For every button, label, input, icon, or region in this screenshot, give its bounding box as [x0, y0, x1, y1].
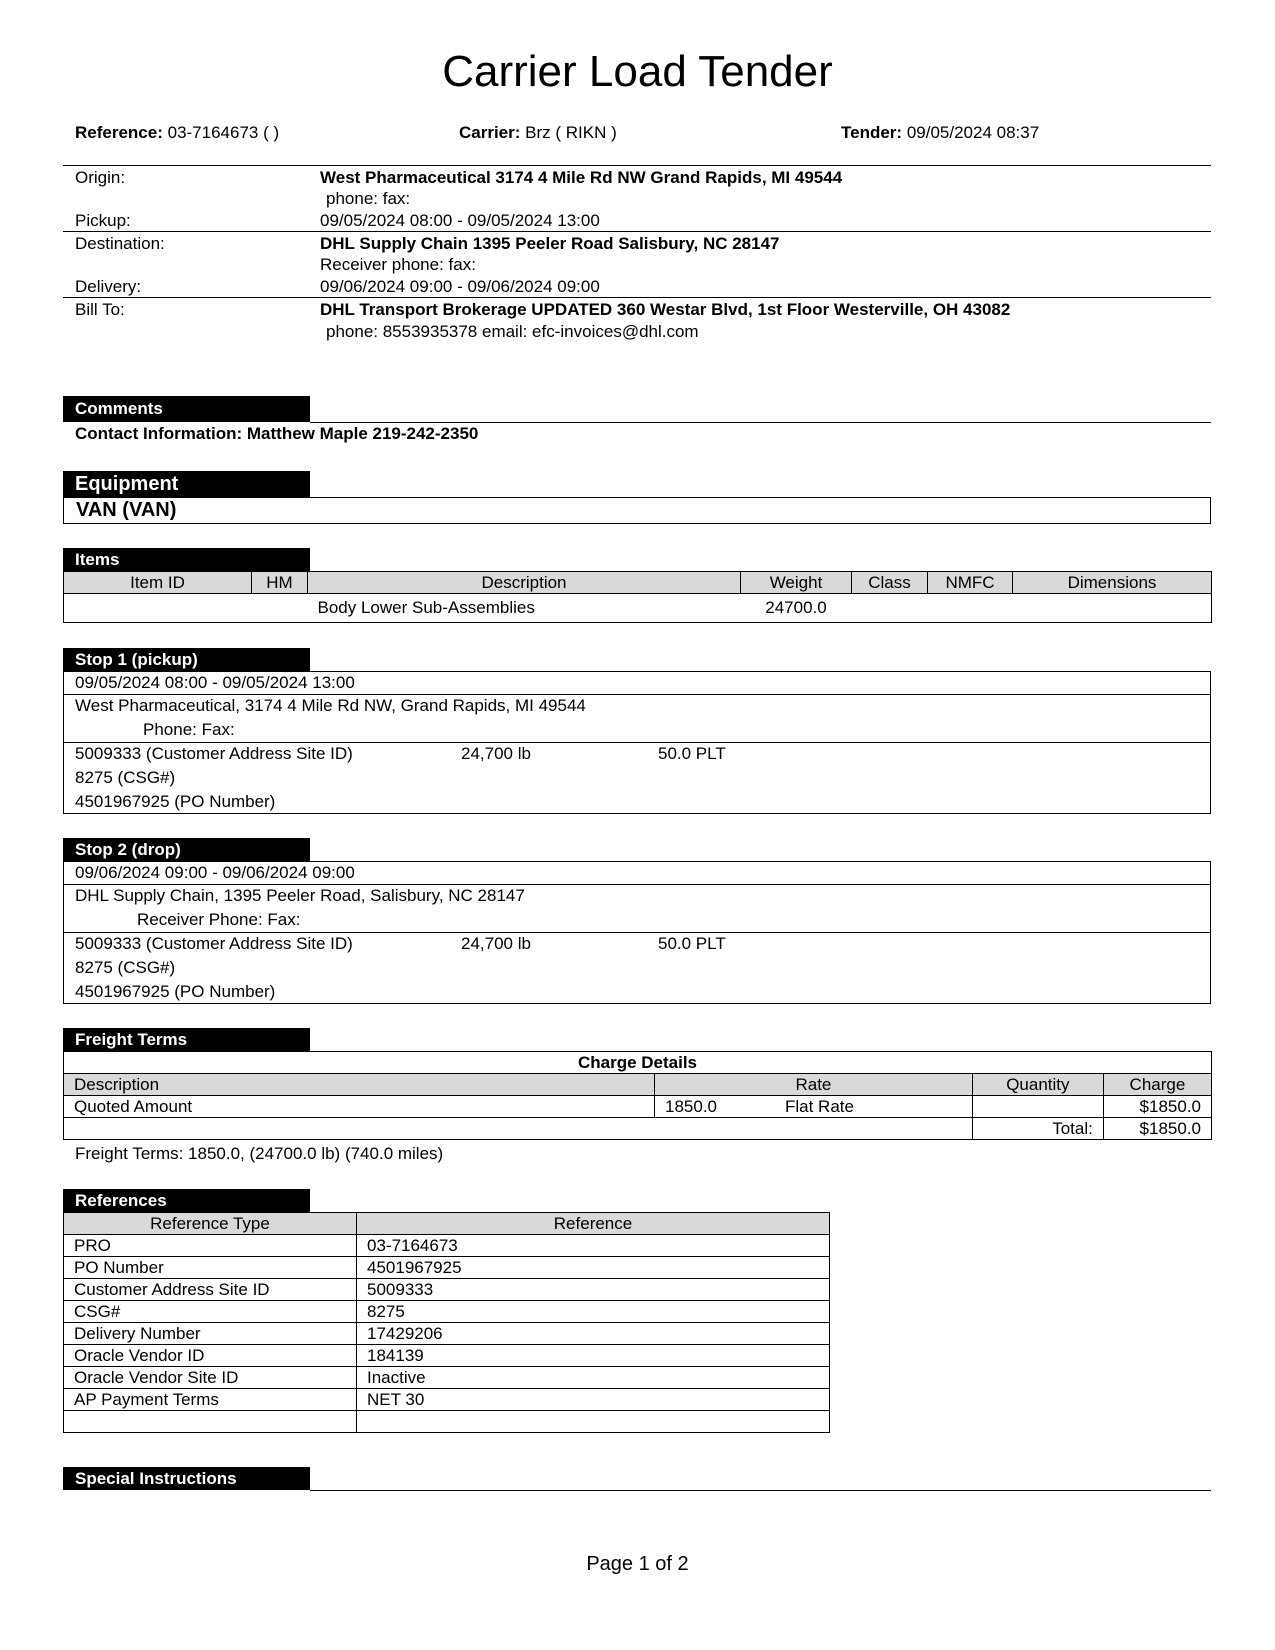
total-label: Total: [972, 1118, 1103, 1140]
col-weight: Weight [741, 572, 852, 594]
ref-value: 4501967925 [357, 1257, 830, 1279]
stop1-box [63, 671, 1211, 814]
ref-type [64, 1411, 357, 1433]
ref-type: CSG# [64, 1301, 357, 1323]
tender-value: 09/05/2024 08:37 [906, 123, 1040, 142]
ref-value: 17429206 [357, 1323, 830, 1345]
origin-value: West Pharmaceutical 3174 4 Mile Rd NW Grand Rapids, MI 49544 [320, 168, 843, 187]
total-row [64, 1118, 1212, 1140]
equipment-value: VAN (VAN) [63, 497, 1211, 524]
reference-label: Reference: [75, 123, 163, 142]
ref-value: 5009333 [357, 1279, 830, 1301]
ref-value: 8275 [357, 1301, 830, 1323]
carrier-value: Brz ( RIKN ) [525, 123, 617, 142]
tender-label: Tender: [841, 123, 903, 142]
item-class [852, 594, 928, 623]
charge-details-title: Charge Details [64, 1052, 1212, 1074]
stop2-site-id: 5009333 (Customer Address Site ID) [75, 934, 353, 953]
charge-rate: 1850.0 [655, 1096, 776, 1118]
stop2-address-row [64, 885, 1210, 933]
stop2-po: 4501967925 (PO Number) [75, 982, 276, 1001]
stop1-window: 09/05/2024 08:00 - 09/05/2024 13:00 [75, 673, 355, 692]
stop1-pallets: 50.0 PLT [658, 744, 726, 763]
stop2-window: 09/06/2024 09:00 - 09/06/2024 09:00 [75, 863, 355, 882]
stop2-box [63, 861, 1211, 1004]
charge-quantity [972, 1096, 1103, 1118]
destination-value: DHL Supply Chain 1395 Peeler Road Salisbury, NC 28147 [320, 234, 780, 253]
comments-heading: Comments [63, 396, 310, 422]
ref-value: Inactive [357, 1367, 830, 1389]
equipment-heading: Equipment [63, 471, 310, 497]
pickup-value: 09/05/2024 08:00 - 09/05/2024 13:00 [320, 211, 600, 230]
delivery-value: 09/06/2024 09:00 - 09/06/2024 09:00 [320, 277, 600, 296]
items-header-row [64, 572, 1212, 594]
stop1-window-row [64, 672, 1210, 695]
stop2-heading: Stop 2 (drop) [63, 838, 310, 861]
origin-label: Origin: [75, 168, 126, 187]
destination-contact: Receiver phone: fax: [320, 255, 476, 274]
ref-type: AP Payment Terms [64, 1389, 357, 1411]
item-description: Body Lower Sub-Assemblies [308, 594, 741, 623]
billto-label: Bill To: [75, 300, 125, 319]
stop1-csg: 8275 (CSG#) [75, 768, 176, 787]
stop2-address: DHL Supply Chain, 1395 Peeler Road, Salisbury, NC 28147 [75, 886, 525, 905]
ref-value [357, 1411, 830, 1433]
item-dimensions [1013, 594, 1212, 623]
section-rule [310, 1490, 1211, 1491]
page-title: Carrier Load Tender [442, 47, 833, 96]
ref-type: Delivery Number [64, 1323, 357, 1345]
items-heading: Items [63, 548, 310, 571]
stop2-pallets: 50.0 PLT [658, 934, 726, 953]
total-value: $1850.0 [1103, 1118, 1211, 1140]
item-weight: 24700.0 [741, 594, 852, 623]
references-heading: References [63, 1189, 310, 1212]
col-dimensions: Dimensions [1013, 572, 1212, 594]
carrier-label: Carrier: [459, 123, 521, 142]
stop1-detail-row [64, 743, 1210, 813]
ref-value: 03-7164673 [357, 1235, 830, 1257]
table-row [64, 594, 1212, 623]
references-header-row [64, 1213, 830, 1235]
table-row [64, 1345, 830, 1367]
col-reference-type: Reference Type [64, 1213, 357, 1235]
stop1-weight: 24,700 lb [461, 744, 531, 763]
section-rule [310, 422, 1211, 423]
charge-header-row [64, 1074, 1212, 1096]
ref-value: 184139 [357, 1345, 830, 1367]
table-row [64, 1367, 830, 1389]
ref-type: PRO [64, 1235, 357, 1257]
table-row [64, 1411, 830, 1433]
stop2-window-row [64, 862, 1210, 885]
delivery-label: Delivery: [75, 277, 142, 296]
item-hm [252, 594, 308, 623]
table-row [64, 1235, 830, 1257]
items-table [63, 571, 1212, 623]
pickup-label: Pickup: [75, 211, 131, 230]
stop2-contact: Receiver Phone: Fax: [137, 910, 301, 929]
table-row [64, 1257, 830, 1279]
divider [63, 165, 1211, 166]
charge-title-row [64, 1052, 1212, 1074]
col-item-id: Item ID [64, 572, 252, 594]
col-hm: HM [252, 572, 308, 594]
freight-summary: Freight Terms: 1850.0, (24700.0 lb) (740.0 miles) [75, 1144, 444, 1163]
charge-rate-type: Flat Rate [775, 1096, 972, 1118]
destination-label: Destination: [75, 234, 165, 253]
stop1-po: 4501967925 (PO Number) [75, 792, 276, 811]
charge-amount: $1850.0 [1103, 1096, 1211, 1118]
table-row [64, 1301, 830, 1323]
carrier-field [459, 123, 617, 143]
page-number: Page 1 of 2 [586, 1553, 689, 1575]
divider [63, 297, 1211, 298]
table-row [64, 1323, 830, 1345]
freight-heading: Freight Terms [63, 1028, 310, 1051]
col-nmfc: NMFC [928, 572, 1013, 594]
charge-table [63, 1051, 1212, 1140]
special-instructions-heading: Special Instructions [63, 1467, 310, 1490]
billto-contact: phone: 8553935378 email: efc-invoices@dhl.com [326, 322, 699, 341]
reference-field [75, 123, 279, 143]
col-description: Description [308, 572, 741, 594]
table-row [64, 1389, 830, 1411]
origin-contact: phone: fax: [326, 189, 411, 208]
stop2-csg: 8275 (CSG#) [75, 958, 176, 977]
stop1-contact: Phone: Fax: [143, 720, 235, 739]
ref-type: Customer Address Site ID [64, 1279, 357, 1301]
table-row [64, 1279, 830, 1301]
col-reference: Reference [357, 1213, 830, 1235]
charge-description: Quoted Amount [64, 1096, 655, 1118]
tender-field [841, 123, 1039, 143]
col-rate: Rate [655, 1074, 973, 1096]
ref-type: PO Number [64, 1257, 357, 1279]
comments-text: Contact Information: Matthew Maple 219-242-2350 [75, 424, 479, 443]
item-id [64, 594, 252, 623]
stop2-weight: 24,700 lb [461, 934, 531, 953]
col-class: Class [852, 572, 928, 594]
ref-type: Oracle Vendor ID [64, 1345, 357, 1367]
reference-value: 03-7164673 ( ) [167, 123, 280, 142]
divider [63, 231, 1211, 232]
stop1-site-id: 5009333 (Customer Address Site ID) [75, 744, 353, 763]
stop1-address: West Pharmaceutical, 3174 4 Mile Rd NW, Grand Rapids, MI 49544 [75, 696, 586, 715]
references-table [63, 1212, 830, 1433]
col-description: Description [64, 1074, 655, 1096]
stop1-address-row [64, 695, 1210, 743]
ref-type: Oracle Vendor Site ID [64, 1367, 357, 1389]
item-nmfc [928, 594, 1013, 623]
col-quantity: Quantity [972, 1074, 1103, 1096]
ref-value: NET 30 [357, 1389, 830, 1411]
stop2-detail-row [64, 933, 1210, 1003]
table-row [64, 1096, 1212, 1118]
billto-value: DHL Transport Brokerage UPDATED 360 Westar Blvd, 1st Floor Westerville, OH 43082 [320, 300, 1011, 319]
col-charge: Charge [1103, 1074, 1211, 1096]
stop1-heading: Stop 1 (pickup) [63, 648, 310, 671]
